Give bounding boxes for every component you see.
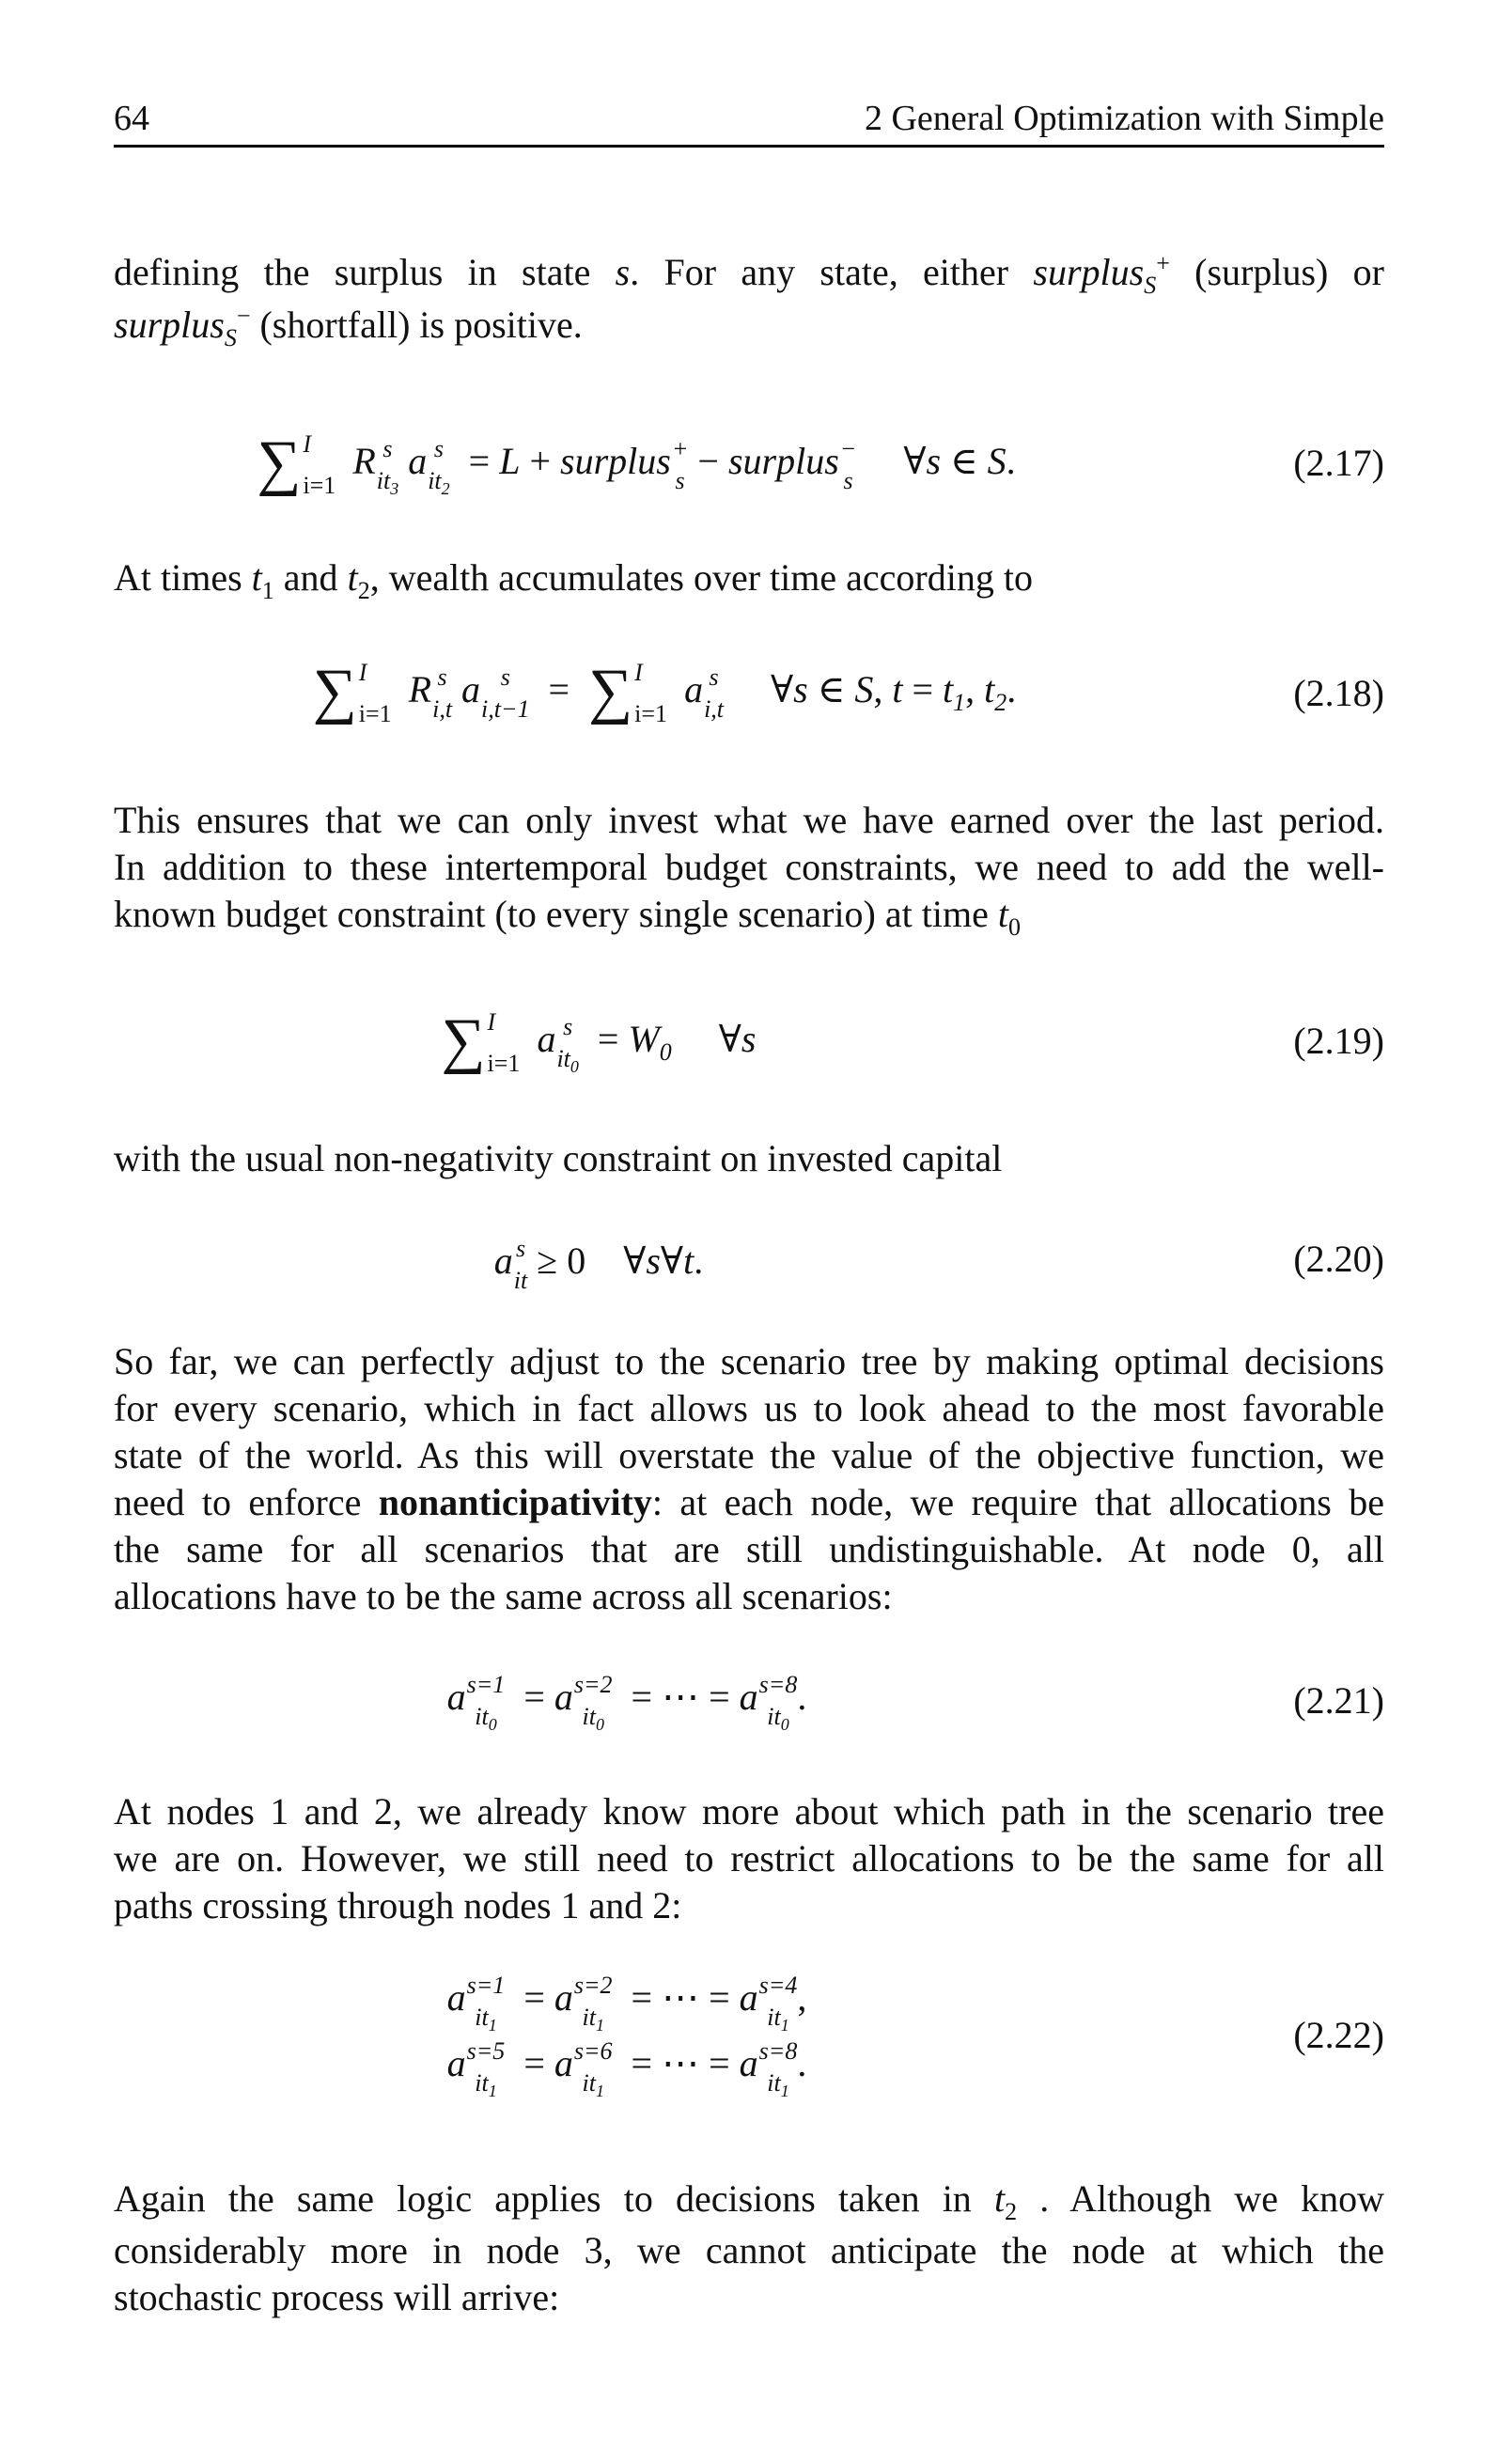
paragraph-nonanticipativity [114, 1338, 1384, 1620]
equation-2-18 [114, 656, 1384, 727]
equation-number: (2.17) [1293, 442, 1384, 484]
text-line: known budget constraint (to every single scenario) at time $t_0$ [114, 893, 1021, 941]
equation-number: (2.21) [1293, 1679, 1384, 1722]
text-line: we are on. However, we still need to restrict allocations to be the same for all [114, 1837, 1384, 1879]
paragraph-nodes-1-2 [114, 1788, 1384, 1929]
text-line: need to enforce nonanticipativity: at each node, we require that allocations be [114, 1481, 1384, 1523]
text-line: considerably more in node 3, we cannot anticipate the node at which the [114, 2229, 1384, 2271]
equation-body: a s it ≥ 0 ∀s∀t. [493, 1235, 704, 1294]
equation-number: (2.20) [1293, 1238, 1384, 1280]
equation-body-line-1: a s=1 $it_1$ = a s=2 $it_1$ = ⋯ = a s=4 $it_1$ , [446, 1972, 807, 2035]
text-line: At nodes 1 and 2, we already know more about which path in the scenario tree [114, 1790, 1384, 1832]
equation-number: (2.22) [1293, 2014, 1384, 2056]
paragraph-decisions-t2 [114, 2171, 1384, 2321]
equation-body: ∑ I i=1 R s $it_3$ a s $it_2$ = L + surplus + s − surplus − s ∀s ∈ S. [257, 429, 1016, 499]
text-line: for every scenario, which in fact allows us to look ahead to the most favorable [114, 1387, 1384, 1429]
equation-2-19 [114, 1006, 1384, 1077]
equation-2-17 [114, 428, 1384, 499]
chapter-title: 2 General Optimization with Simple [864, 99, 1384, 138]
text-line: At times $t_1$ and $t_2$, wealth accumulates over time according to [114, 556, 1033, 604]
text-line: surplus$_S$− (shortfall) is positive. [114, 302, 583, 351]
text-line: This ensures that we can only invest what we have earned over the last period. [114, 799, 1384, 841]
text-line: defining the surplus in state s. For any state, either surplus$_S$+ (surplus) or [114, 249, 1384, 299]
text-line: allocations have to be the same across all scenarios: [114, 1575, 893, 1617]
equation-number: (2.18) [1293, 672, 1384, 714]
equation-2-22 [114, 1972, 1384, 2101]
equation-body: ∑ I i=1 R s i,t a s i,t−1 = ∑ I i=1 a s i,t ∀s ∈ S, $t = t_1$, $t_2$. [312, 657, 1017, 727]
page-number: 64 [114, 99, 149, 138]
paragraph-nonnegativity [114, 1135, 1384, 1182]
text-line: So far, we can perfectly adjust to the scenario tree by making optimal decisions [114, 1340, 1384, 1382]
equation-body: a s=1 $it_0$ = a s=2 $it_0$ = ⋯ = a s=8 $it_0$ . [446, 1671, 807, 1735]
text-line: stochastic process will arrive: [114, 2276, 560, 2318]
paragraph-wealth-accumulation [114, 554, 1384, 604]
text-line: paths crossing through nodes 1 and 2: [114, 1884, 682, 1926]
term-nonanticipativity: nonanticipativity [378, 1481, 652, 1523]
running-header [114, 98, 1384, 147]
text-line: Again the same logic applies to decisions taken in $t_2$ . Although we know [114, 2177, 1384, 2225]
equation-number: (2.19) [1293, 1020, 1384, 1062]
equation-body: ∑ I i=1 a s $it_0$ = $W_0$ ∀s [441, 1006, 757, 1077]
equation-2-21 [114, 1673, 1384, 1733]
header-rule [114, 145, 1384, 148]
text-line: the same for all scenarios that are still undistinguishable. At node 0, all [114, 1528, 1384, 1570]
paragraph-surplus-definition [114, 246, 1384, 351]
equation-body-line-2: a s=5 $it_1$ = a s=6 $it_1$ = ⋯ = a s=8 $it_1$ . [446, 2037, 807, 2101]
paragraph-budget-constraint [114, 797, 1384, 941]
equation-2-20 [114, 1235, 1384, 1294]
text-line: state of the world. As this will overstate the value of the objective function, we [114, 1434, 1384, 1476]
text-line: In addition to these intertemporal budget constraints, we need to add the well- [114, 846, 1384, 888]
text-line: with the usual non-negativity constraint on invested capital [114, 1137, 1003, 1179]
